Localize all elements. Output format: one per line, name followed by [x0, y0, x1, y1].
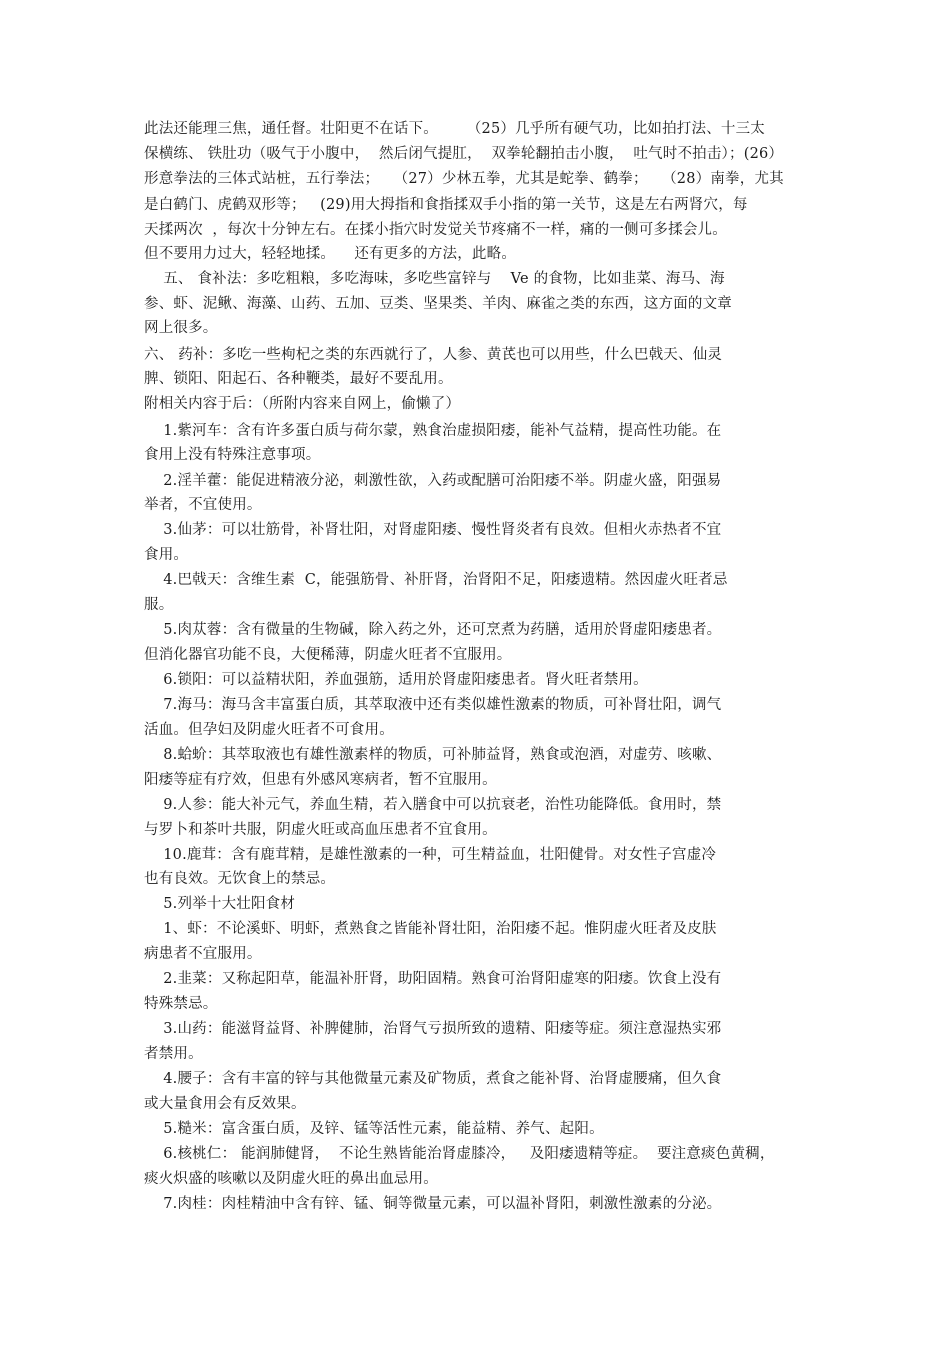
text-line: 保横练、 铁肚功（吸气于小腹中， 然后闭气提肛， 双拳轮翻拍击小腹， 吐气时不拍击）；(26） — [144, 146, 784, 162]
text-line: 7.海马：海马含丰富蛋白质，其萃取液中还有类似雄性激素的物质，可补肾壮阳，调气 — [144, 697, 722, 713]
text-line: 是白鹤门、虎鹤双形等； (29)用大拇指和食指揉双手小指的第一关节，这是左右两肾穴，每 — [144, 197, 748, 213]
text-line: 举者，不宜使用。 — [144, 497, 262, 513]
text-line: 但不要用力过大，轻轻地揉。 还有更多的方法，此略。 — [144, 246, 517, 262]
text-line: 8.蛤蚧：其萃取液也有雄性激素样的物质，可补肺益肾，熟食或泡酒，对虚劳、咳嗽、 — [144, 747, 722, 763]
text-line: 2.淫羊藿：能促进精液分泌，刺激性欲，入药或配膳可治阳痿不举。阴虚火盛，阳强易 — [144, 473, 722, 489]
text-line: 参、虾、泥鳅、海藻、山药、五加、豆类、坚果类、羊肉、麻雀之类的东西，这方面的文章 — [144, 296, 732, 312]
text-line: 或大量食用会有反效果。 — [144, 1096, 306, 1112]
text-line: 4.腰子：含有丰富的锌与其他微量元素及矿物质，煮食之能补肾、治肾虚腰痛，但久食 — [144, 1071, 722, 1087]
text-line: 特殊禁忌。 — [144, 996, 218, 1012]
text-line: 6.核桃仁： 能润肺健肾， 不论生熟皆能治肾虚膝冷， 及阳痿遗精等症。 要注意痰色黄稠， — [144, 1146, 775, 1162]
text-line: 5.肉苁蓉：含有微量的生物碱，除入药之外，还可烹煮为药膳，适用於肾虚阳痿患者。 — [144, 622, 722, 638]
text-line: 5.糙米：富含蛋白质，及锌、锰等活性元素，能益精、养气、起阳。 — [144, 1121, 604, 1137]
text-line: 服。 — [144, 597, 174, 613]
text-line: 形意拳法的三体式站桩，五行拳法； （27）少林五拳，尤其是蛇拳、鹤拳； （28）南拳，尤其 — [144, 171, 784, 187]
text-line: 附相关内容于后：（所附内容来自网上，偷懒了） — [144, 396, 461, 412]
text-line: 2.韭菜：又称起阳草，能温补肝肾，助阳固精。熟食可治肾阳虚寒的阳痿。饮食上没有 — [144, 971, 722, 987]
text-line: 6.锁阳：可以益精状阳，养血强筋，适用於肾虚阳痿患者。肾火旺者禁用。 — [144, 672, 648, 688]
text-line: 网上很多。 — [144, 320, 218, 336]
text-line: 活血。但孕妇及阴虚火旺者不可食用。 — [144, 722, 394, 738]
text-line: 天揉两次 ，每次十分钟左右。在揉小指穴时发觉关节疼痛不一样，痛的一侧可多揉会儿。 — [144, 222, 727, 238]
text-line: 9.人参：能大补元气，养血生精，若入膳食中可以抗衰老，治性功能降低。食用时，禁 — [144, 797, 722, 813]
text-line: 3.仙茅：可以壮筋骨，补肾壮阳，对肾虚阳痿、慢性肾炎者有良效。但相火赤热者不宜 — [144, 522, 722, 538]
text-line: 六、 药补：多吃一些枸杞之类的东西就行了，人参、黄芪也可以用些，什么巴戟天、仙灵 — [144, 347, 723, 363]
text-line: 4.巴戟天：含维生素 C，能强筋骨、补肝肾，治肾阳不足，阳痿遗精。然因虚火旺者忌 — [144, 572, 728, 588]
text-line: 脾、锁阳、阳起石、各种鞭类，最好不要乱用。 — [144, 371, 453, 387]
text-line: 也有良效。无饮食上的禁忌。 — [144, 871, 336, 887]
text-line: 者禁用。 — [144, 1046, 203, 1062]
text-line: 1.紫河车：含有许多蛋白质与荷尔蒙，熟食治虚损阳痿，能补气益精，提高性功能。在 — [144, 423, 722, 439]
text-line: 痰火炽盛的咳嗽以及阴虚火旺的鼻出血忌用。 — [144, 1171, 438, 1187]
text-line: 3.山药：能滋肾益肾、补脾健肺，治肾气亏损所致的遗精、阳痿等症。须注意湿热实邪 — [144, 1021, 722, 1037]
text-line: 1、虾：不论溪虾、明虾，煮熟食之皆能补肾壮阳，治阳痿不起。惟阴虚火旺者及皮肤 — [144, 921, 717, 937]
text-line: 五、 食补法：多吃粗粮，多吃海味，多吃些富锌与 Ve 的食物，比如韭菜、海马、海 — [144, 271, 725, 287]
text-line: 此法还能理三焦，通任督。壮阳更不在话下。 （25）几乎所有硬气功，比如拍打法、十三太 — [144, 121, 766, 137]
text-line: 食用。 — [144, 547, 189, 563]
text-line: 但消化器官功能不良，大便稀薄，阴虚火旺者不宜服用。 — [144, 647, 512, 663]
text-line: 7.肉桂：肉桂精油中含有锌、锰、铜等微量元素，可以温补肾阳，刺激性激素的分泌。 — [144, 1196, 722, 1212]
text-line: 10.鹿茸：含有鹿茸精，是雄性激素的一种，可生精益血，壮阳健骨。对女性子宫虚冷 — [144, 847, 717, 863]
text-line: 病患者不宜服用。 — [144, 946, 262, 962]
text-line: 阳痿等症有疗效，但患有外感风寒病者，暂不宜服用。 — [144, 772, 497, 788]
text-line: 与罗卜和茶叶共服，阴虚火旺或高血压患者不宜食用。 — [144, 822, 497, 838]
text-line: 5.列举十大壮阳食材 — [144, 896, 296, 912]
text-line: 食用上没有特殊注意事项。 — [144, 447, 321, 463]
